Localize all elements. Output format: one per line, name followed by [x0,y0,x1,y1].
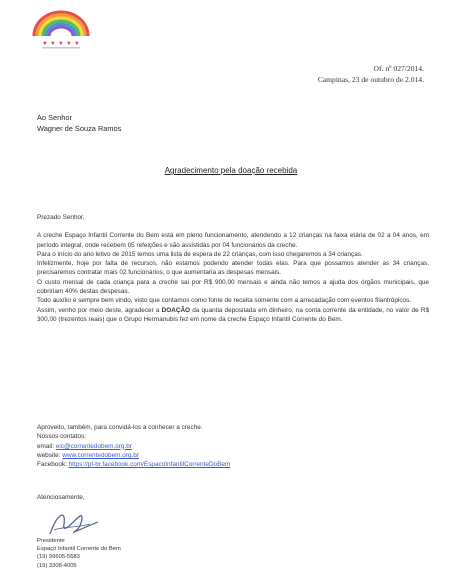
signer-block [37,537,121,570]
letter-subject: Agradecimento pela doação recebida [164,166,298,175]
reference-number: Of. nº 027/2014. [373,64,424,73]
closing: Atenciosamente, [37,494,85,501]
paragraph: A creche Espaço Infantil Corrente do Bem está em pleno funcionamento, atendendo a 12 crianças na faixa etária de 02 a 04 anos, em período integral, onde recebem 05 refeições e são assistidas por 04 funcionários da creche. [37,232,429,249]
website-link[interactable]: www.correntedobem.org.br [62,451,139,459]
invite-text: Aproveito, também, para convidá-los a conhecer a creche. [37,424,203,431]
recipient-title: Ao Senhor [37,113,72,122]
paragraph: Todo auxílio é sempre bem vindo, visto que contamos como fonte de receita somente com a arrecadação com eventos filantrópicos. [37,297,412,305]
donation-emphasis: DOAÇÃO [161,306,191,314]
place-date: Campinas, 23 de outubro de 2.014. [317,75,424,84]
signer-organization: Espaço Infantil Corrente do Bem [37,546,121,553]
signer-phone: (19) 99605-5683 [37,554,80,561]
contacts-heading: Nossos contatos: [37,433,87,441]
recipient-name: Wagner de Souza Ramos [37,124,122,133]
signer-title: Presidente [37,538,65,544]
letter-body [37,213,429,324]
signer-phone: (19) 3308-4005 [37,562,77,569]
svg-text:♥: ♥ [43,41,47,47]
paragraph: O custo mensal de cada criança para a creche sai por R$ 900,00 mensais e ainda não temos a ajuda dos órgãos municipais, que cobririam 40% destas despesas. [37,278,429,296]
donation-paragraph: Assim, venho por meio deste, agradecer a DOAÇÃO da quantia depositada em dinheiro, na conta corrente da entidade, no valor de R$ 300,00 (trezentos reais) que o Grupo Hermanubis fez em nome da creche Espaço Infantil Corrente do Bem. [37,306,430,323]
email-link[interactable]: eic@correntedobem.org.br [55,442,132,450]
contacts-block [37,423,230,469]
paragraph: Para o início do ano letivo de 2015 temos uma lista de espera de 22 crianças, com isso chegaremos a 34 crianças. [37,250,363,258]
facebook-line: Facebook: https://pt-br.facebook.com/EspacoInfantilCorrenteDoBem [37,461,231,469]
svg-text:♥: ♥ [67,41,71,47]
website-line: website: www.correntedobem.org.br [37,451,139,459]
rainbow-logo-icon [26,6,96,50]
svg-text:♥: ♥ [51,41,55,47]
facebook-link[interactable]: https://pt-br.facebook.com/EspacoInfantilCorrenteDoBem [68,461,231,469]
letter-reference [204,63,424,85]
svg-text:♥: ♥ [75,41,79,47]
svg-text:♥: ♥ [59,41,63,47]
salutation: Prezado Senhor, [37,214,85,221]
paragraph: Infelizmente, hoje por falta de recursos, não estamos podendo atender todas elas. Para que possamos atender as 34 crianças, precisaremos contratar mais 02 funcionários, o que aumentaria as despesas mensais. [37,260,429,277]
email-line: email: eic@correntedobem.org.br [37,442,132,450]
signature-scribble-icon [44,506,104,540]
recipient-block [37,112,121,134]
